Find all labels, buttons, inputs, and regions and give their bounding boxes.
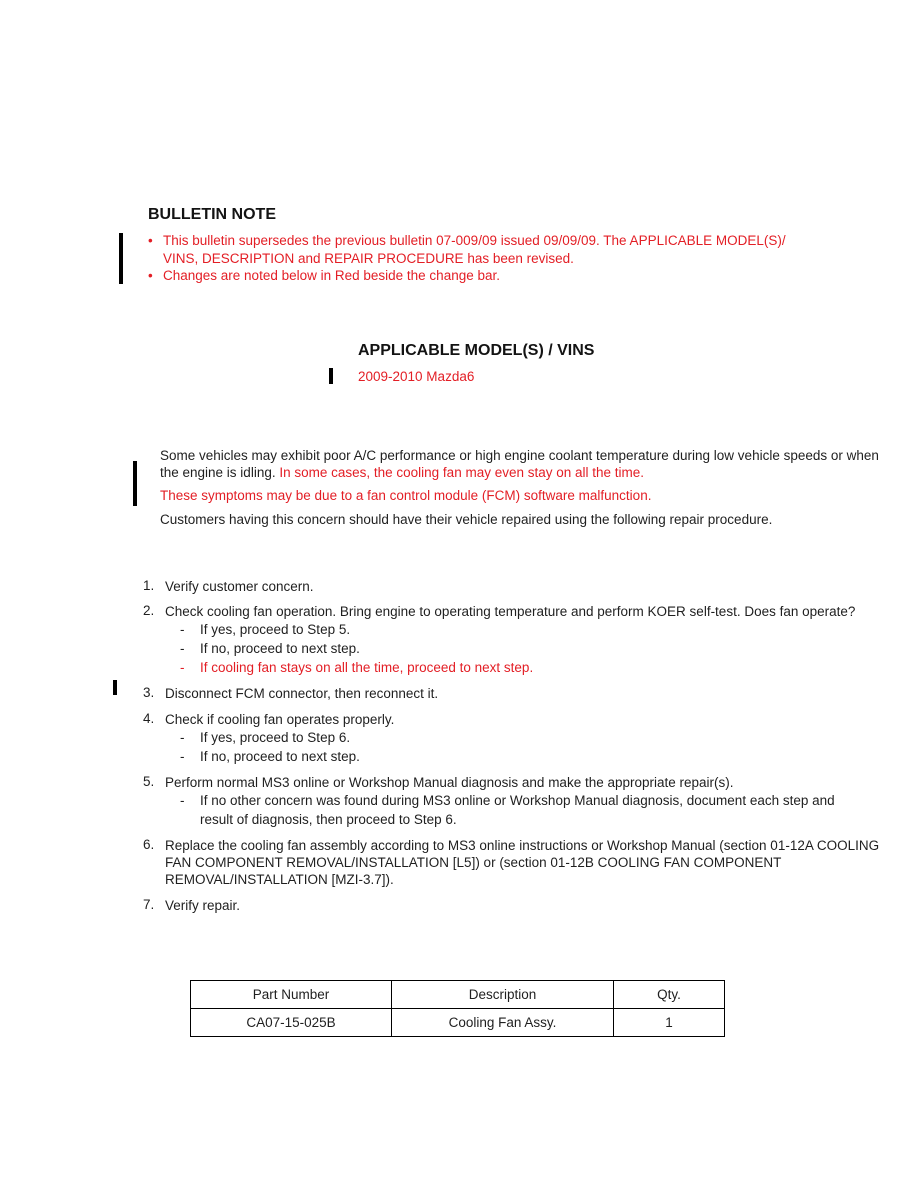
table-row xyxy=(191,1009,725,1037)
step-sub-item xyxy=(165,728,855,747)
bulletin-note-item xyxy=(148,232,788,267)
table-cell: CA07-15-025B xyxy=(191,1009,392,1037)
step-sub-item xyxy=(165,791,855,829)
description-paragraph-red: These symptoms may be due to a fan control module (FCM) software malfunction. xyxy=(160,488,652,504)
step-sub-text: If yes, proceed to Step 5. xyxy=(200,622,351,638)
step-sub-item xyxy=(165,639,855,658)
step-text: Verify customer concern. xyxy=(165,579,314,594)
step-sub-text: If yes, proceed to Step 6. xyxy=(200,729,351,745)
step-number: 2. xyxy=(143,603,155,619)
step-number: 5. xyxy=(143,773,155,789)
step-body xyxy=(165,837,885,889)
procedure-step xyxy=(143,578,893,595)
step-text: Replace the cooling fan assembly according to MS3 online instructions or Workshop Manual (section 01-12A COOLING FAN COMPONENT REMOVAL/INSTALLATION [L5]) or (section 01-12B COOLING FAN COMPONENT REMOVAL/INSTALLATION [MZI-3.7]). xyxy=(165,838,880,888)
bulletin-note-item xyxy=(148,267,788,285)
description-paragraph: Customers having this concern should have their vehicle repaired using the following repair procedure. xyxy=(160,511,773,527)
step-text: Perform normal MS3 online or Workshop Manual diagnosis and make the appropriate repair(s). xyxy=(165,774,734,790)
dash-icon: - xyxy=(180,793,185,809)
step-number: 6. xyxy=(143,837,155,853)
bulletin-note-item-text: This bulletin supersedes the previous bulletin 07-009/09 issued 09/09/09. The APPLICABLE MODEL(S)/ VINS, DESCRIPTION and REPAIR PROCEDURE has been revised. xyxy=(163,233,786,266)
step-body xyxy=(165,897,885,914)
step-number: 1. xyxy=(143,578,155,593)
step-text: Disconnect FCM connector, then reconnect it. xyxy=(165,686,439,702)
bullet-icon: • xyxy=(148,233,153,248)
step-text: Verify repair. xyxy=(165,897,241,913)
description-paragraph xyxy=(160,447,888,481)
step-body xyxy=(165,578,885,595)
dash-icon: - xyxy=(180,748,185,764)
procedure-step xyxy=(143,711,893,766)
step-sub-item xyxy=(165,658,855,677)
description-text-red: In some cases, the cooling fan may even stay on all the time. xyxy=(279,465,645,481)
step-text: Check cooling fan operation. Bring engine to operating temperature and perform KOER self-test. Does fan operate? xyxy=(165,604,856,620)
description-section xyxy=(160,447,888,534)
step-text: Check if cooling fan operates properly. xyxy=(165,711,395,727)
dash-icon: - xyxy=(180,641,185,657)
dash-icon: - xyxy=(180,622,185,638)
step-sub-text: If no, proceed to next step. xyxy=(200,641,360,657)
procedure-step xyxy=(143,685,893,702)
bulletin-note-section xyxy=(148,206,808,285)
step-sub-item xyxy=(165,620,855,639)
table-header-cell: Part Number xyxy=(191,981,392,1009)
change-bar xyxy=(329,368,333,384)
step-body xyxy=(165,774,885,829)
change-bar xyxy=(119,233,123,284)
step-body xyxy=(165,711,885,766)
change-bar xyxy=(133,461,137,506)
step-body xyxy=(165,685,885,702)
table-header-cell: Qty. xyxy=(614,981,725,1009)
step-sub-text: If no, proceed to next step. xyxy=(200,748,360,764)
step-sub-text: If cooling fan stays on all the time, proceed to next step. xyxy=(200,660,534,676)
step-number: 7. xyxy=(143,896,155,912)
table-header-row xyxy=(191,981,725,1009)
applicable-models-title: APPLICABLE MODEL(S) / VINS xyxy=(358,342,595,359)
bulletin-note-item-text: Changes are noted below in Red beside the change bar. xyxy=(163,268,500,283)
bulletin-note-list xyxy=(148,232,808,285)
applicable-model-value: 2009-2010 Mazda6 xyxy=(358,369,475,384)
step-sub-text: If no other concern was found during MS3 online or Workshop Manual diagnosis, document each step and result of diagnosis, then proceed to Step 6. xyxy=(200,793,835,828)
step-sub-item xyxy=(165,747,855,766)
parts-table xyxy=(190,980,725,1037)
bullet-icon: • xyxy=(148,268,153,283)
step-number: 4. xyxy=(143,710,155,726)
procedure-step xyxy=(143,603,893,677)
bulletin-note-title: BULLETIN NOTE xyxy=(148,206,276,223)
step-number: 3. xyxy=(143,685,155,701)
description-text-black: Some vehicles may exhibit poor A/C performance or high engine coolant temperature during low vehicle speeds or when the engine is idling. xyxy=(160,448,879,481)
step-body xyxy=(165,603,885,677)
procedure-step xyxy=(143,774,893,829)
change-bar xyxy=(113,680,117,695)
dash-icon: - xyxy=(180,729,185,745)
table-cell: 1 xyxy=(614,1009,725,1037)
repair-procedure-list xyxy=(143,578,893,922)
table-header-cell: Description xyxy=(392,981,614,1009)
dash-icon: - xyxy=(180,660,185,676)
table-cell: Cooling Fan Assy. xyxy=(392,1009,614,1037)
procedure-step xyxy=(143,837,893,889)
procedure-step xyxy=(143,897,893,914)
